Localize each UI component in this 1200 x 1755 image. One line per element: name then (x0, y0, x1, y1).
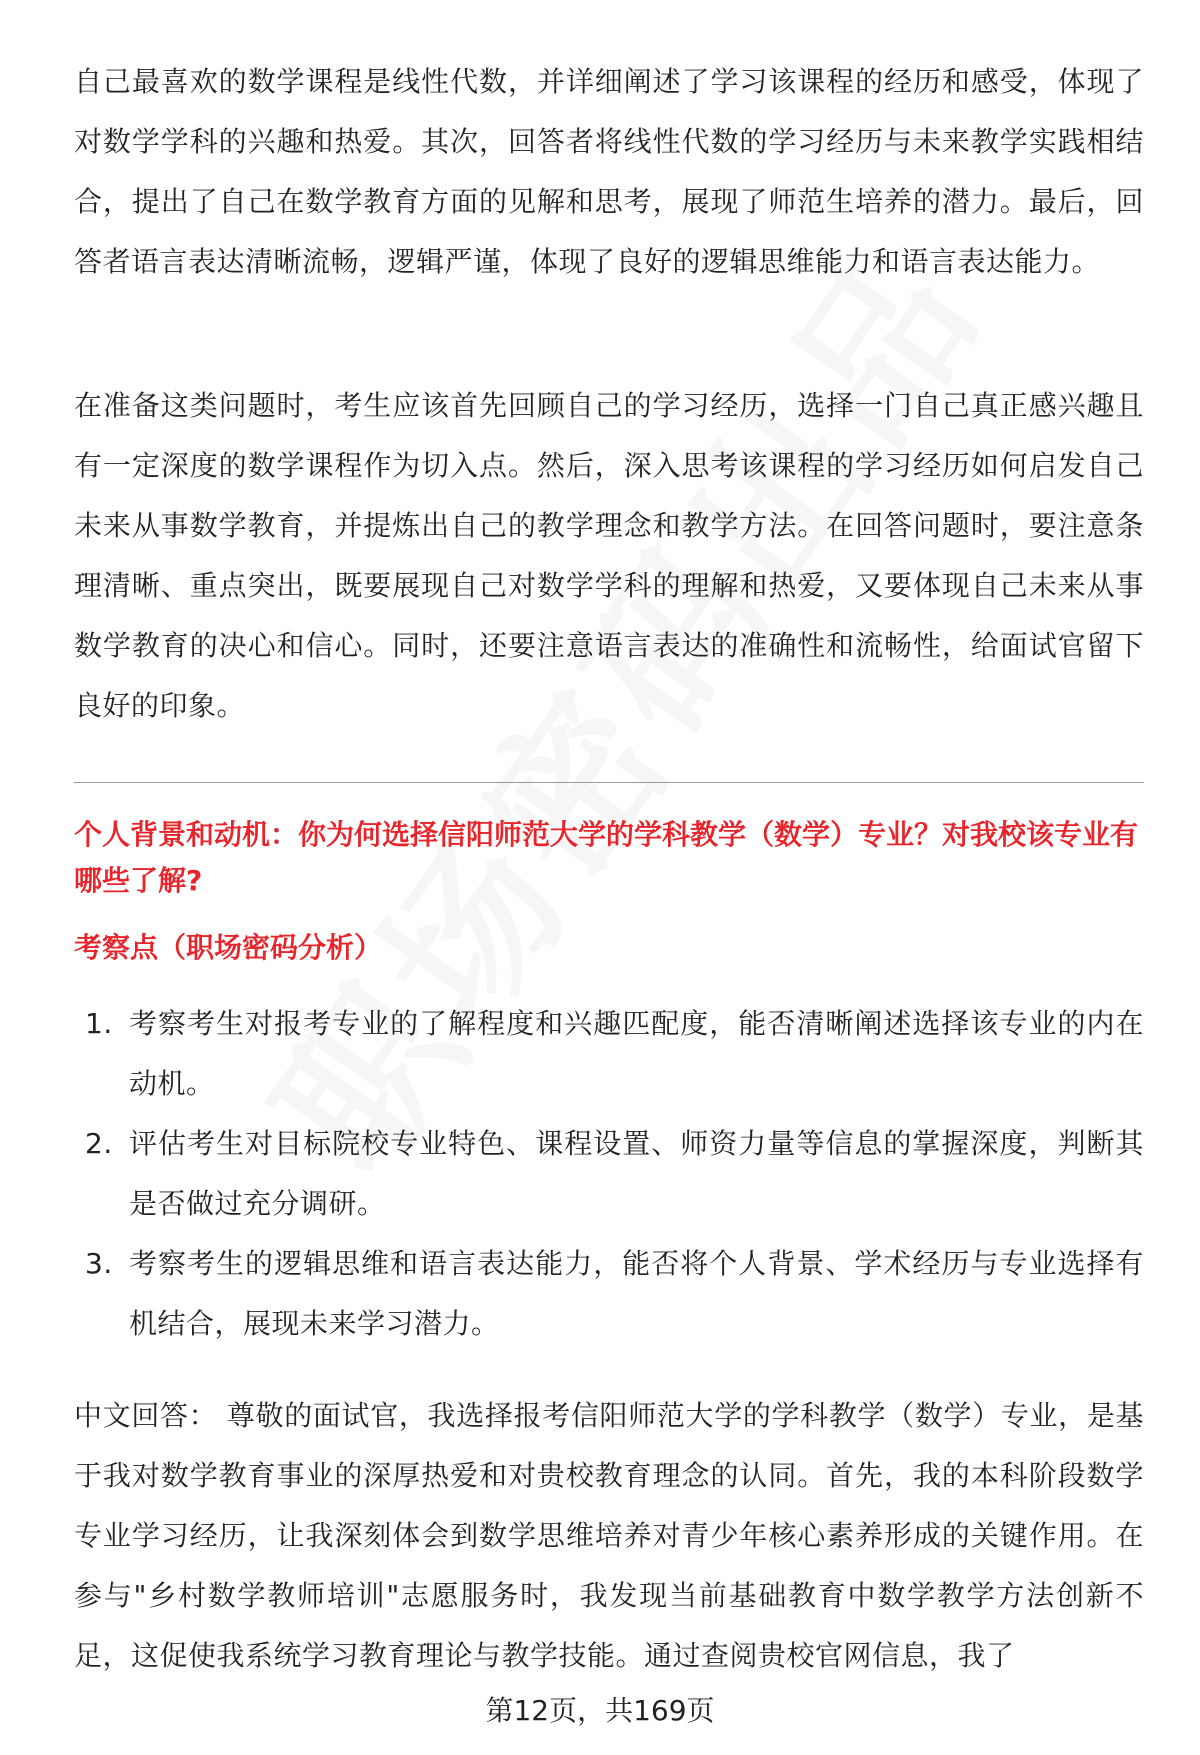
exam-points-heading: 考察点（职场密码分析） (74, 931, 383, 964)
page-number-footer: 第12页，共169页 (485, 1694, 715, 1727)
list-item-number: 2. (85, 1127, 113, 1160)
interview-question: 个人背景和动机：你为何选择信阳师范大学的学科教学（数学）专业？对我校该专业有哪些了解? (74, 818, 1139, 897)
body-paragraph-1: 自己最喜欢的数学课程是线性代数，并详细阐述了学习该课程的经历和感受，体现了对数学学科的兴趣和热爱。其次，回答者将线性代数的学习经历与未来教学实践相结合，提出了自己在数学教育方面的见解和思考，展现了师范生培养的潜力。最后，回答者语言表达清晰流畅，逻辑严谨，体现了良好的逻辑思维能力和语言表达能力。 (74, 65, 1144, 278)
list-item-text: 考察考生的逻辑思维和语言表达能力，能否将个人背景、学术经历与专业选择有机结合，展现未来学习潜力。 (129, 1247, 1144, 1340)
exam-points-list (74, 994, 1144, 1354)
list-item (74, 994, 1144, 1114)
list-item (74, 1114, 1144, 1234)
list-item-text: 考察考生对报考专业的了解程度和兴趣匹配度，能否清晰阐述选择该专业的内在动机。 (129, 1007, 1144, 1100)
body-paragraph-2: 在准备这类问题时，考生应该首先回顾自己的学习经历，选择一门自己真正感兴趣且有一定深度的数学课程作为切入点。然后，深入思考该课程的学习经历如何启发自己未来从事数学教育，并提炼出自己的教学理念和教学方法。在回答问题时，要注意条理清晰、重点突出，既要展现自己对数学学科的理解和热爱，又要体现自己未来从事数学教育的决心和信心。同时，还要注意语言表达的准确性和流畅性，给面试官留下良好的印象。 (74, 389, 1144, 722)
list-item-number: 3. (85, 1247, 113, 1280)
list-item-text: 评估考生对目标院校专业特色、课程设置、师资力量等信息的掌握深度，判断其是否做过充分调研。 (129, 1127, 1144, 1220)
list-item (74, 1234, 1144, 1354)
list-item-number: 1. (85, 1007, 113, 1040)
section-divider (74, 782, 1144, 783)
answer-paragraph: 中文回答： 尊敬的面试官，我选择报考信阳师范大学的学科教学（数学）专业，是基于我对数学教育事业的深厚热爱和对贵校教育理念的认同。首先，我的本科阶段数学专业学习经历，让我深刻体会到数学思维培养对青少年核心素养形成的关键作用。在参与"乡村数学教师培训"志愿服务时，我发现当前基础教育中数学教学方法创新不足，这促使我系统学习教育理论与教学技能。通过查阅贵校官网信息，我了 (74, 1399, 1144, 1672)
